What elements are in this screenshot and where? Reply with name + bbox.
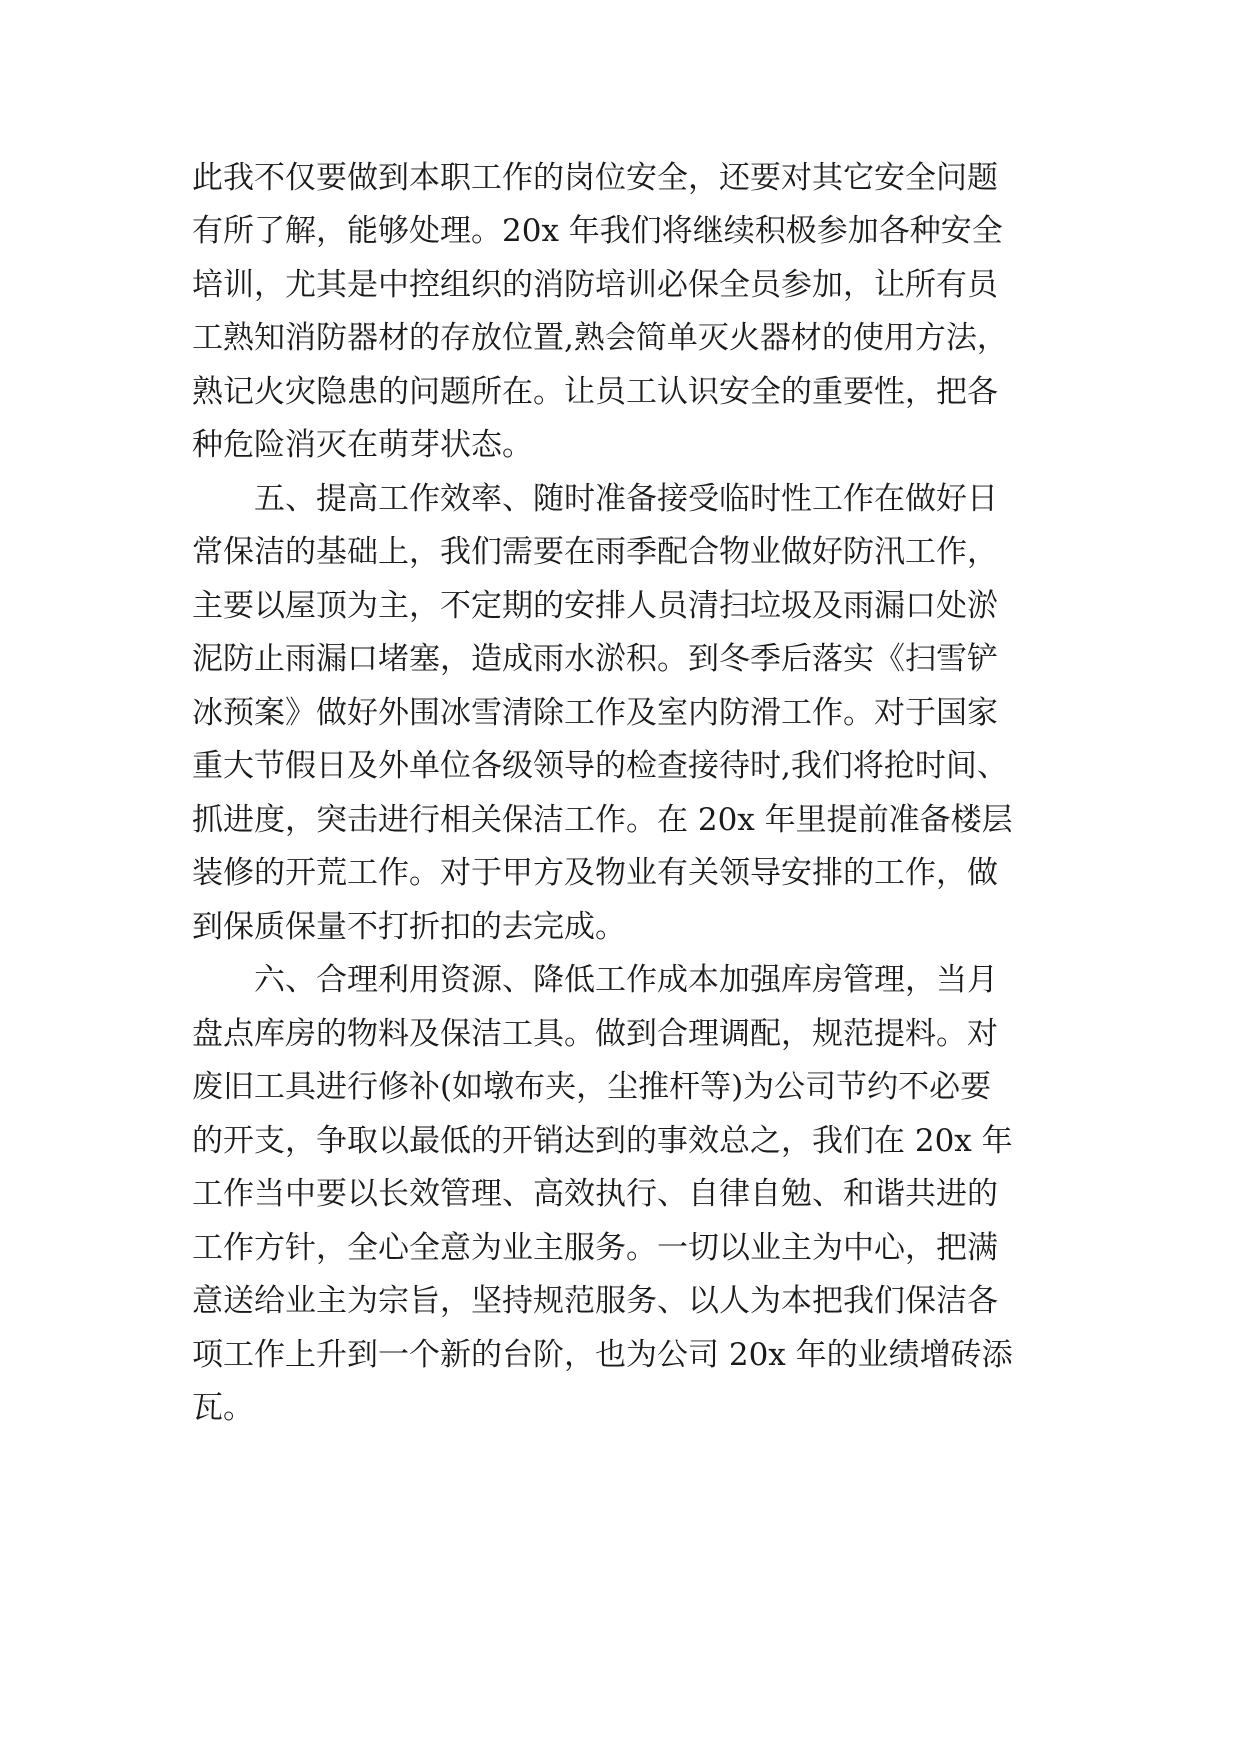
text-line: 项工作上升到一个新的台阶，也为公司 20x 年的业绩增砖添 bbox=[192, 1337, 1013, 1373]
text-line: 到保质保量不打折扣的去完成。 bbox=[192, 909, 626, 945]
text-line: 工熟知消防器材的存放位置,熟会简单灭火器材的使用方法， bbox=[192, 320, 1008, 356]
text-line: 种危险消灭在萌芽状态。 bbox=[192, 427, 533, 463]
text-line: 重大节假日及外单位各级领导的检查接待时,我们将抢时间、 bbox=[192, 748, 1008, 784]
text-line: 此我不仅要做到本职工作的岗位安全，还要对其它安全问题 bbox=[192, 160, 998, 196]
text-line: 瓦。 bbox=[192, 1390, 254, 1426]
text-line: 熟记火灾隐患的问题所在。让员工认识安全的重要性，把各 bbox=[192, 374, 998, 410]
paragraph-heading-6: 六、合理利用资源、降低工作成本加强库房管理，当月 bbox=[254, 962, 998, 998]
text-line: 意送给业主为宗旨，坚持规范服务、以人为本把我们保洁各 bbox=[192, 1283, 998, 1319]
text-line: 废旧工具进行修补(如墩布夹，尘推杆等)为公司节约不必要 bbox=[192, 1069, 992, 1105]
text-line: 抓进度，突击进行相关保洁工作。在 20x 年里提前准备楼层 bbox=[192, 802, 1013, 838]
text-line: 培训，尤其是中控组织的消防培训必保全员参加，让所有员 bbox=[192, 267, 998, 303]
text-line: 盘点库房的物料及保洁工具。做到合理调配，规范提料。对 bbox=[192, 1016, 998, 1052]
text-line: 工作方针，全心全意为业主服务。一切以业主为中心，把满 bbox=[192, 1230, 998, 1266]
paragraph-heading-5: 五、提高工作效率、随时准备接受临时性工作在做好日 bbox=[254, 481, 998, 517]
text-line: 常保洁的基础上，我们需要在雨季配合物业做好防汛工作， bbox=[192, 534, 998, 570]
text-line: 工作当中要以长效管理、高效执行、自律自勉、和谐共进的 bbox=[192, 1176, 998, 1212]
text-line: 主要以屋顶为主，不定期的安排人员清扫垃圾及雨漏口处淤 bbox=[192, 588, 998, 624]
text-line: 有所了解，能够处理。20x 年我们将继续积极参加各种安全 bbox=[192, 213, 1003, 249]
text-line: 装修的开荒工作。对于甲方及物业有关领导安排的工作，做 bbox=[192, 855, 998, 891]
text-line: 冰预案》做好外围冰雪清除工作及室内防滑工作。对于国家 bbox=[192, 695, 998, 731]
text-line: 的开支，争取以最低的开销达到的事效总之，我们在 20x 年 bbox=[192, 1123, 1013, 1159]
text-line: 泥防止雨漏口堵塞，造成雨水淤积。到冬季后落实《扫雪铲 bbox=[192, 641, 998, 677]
